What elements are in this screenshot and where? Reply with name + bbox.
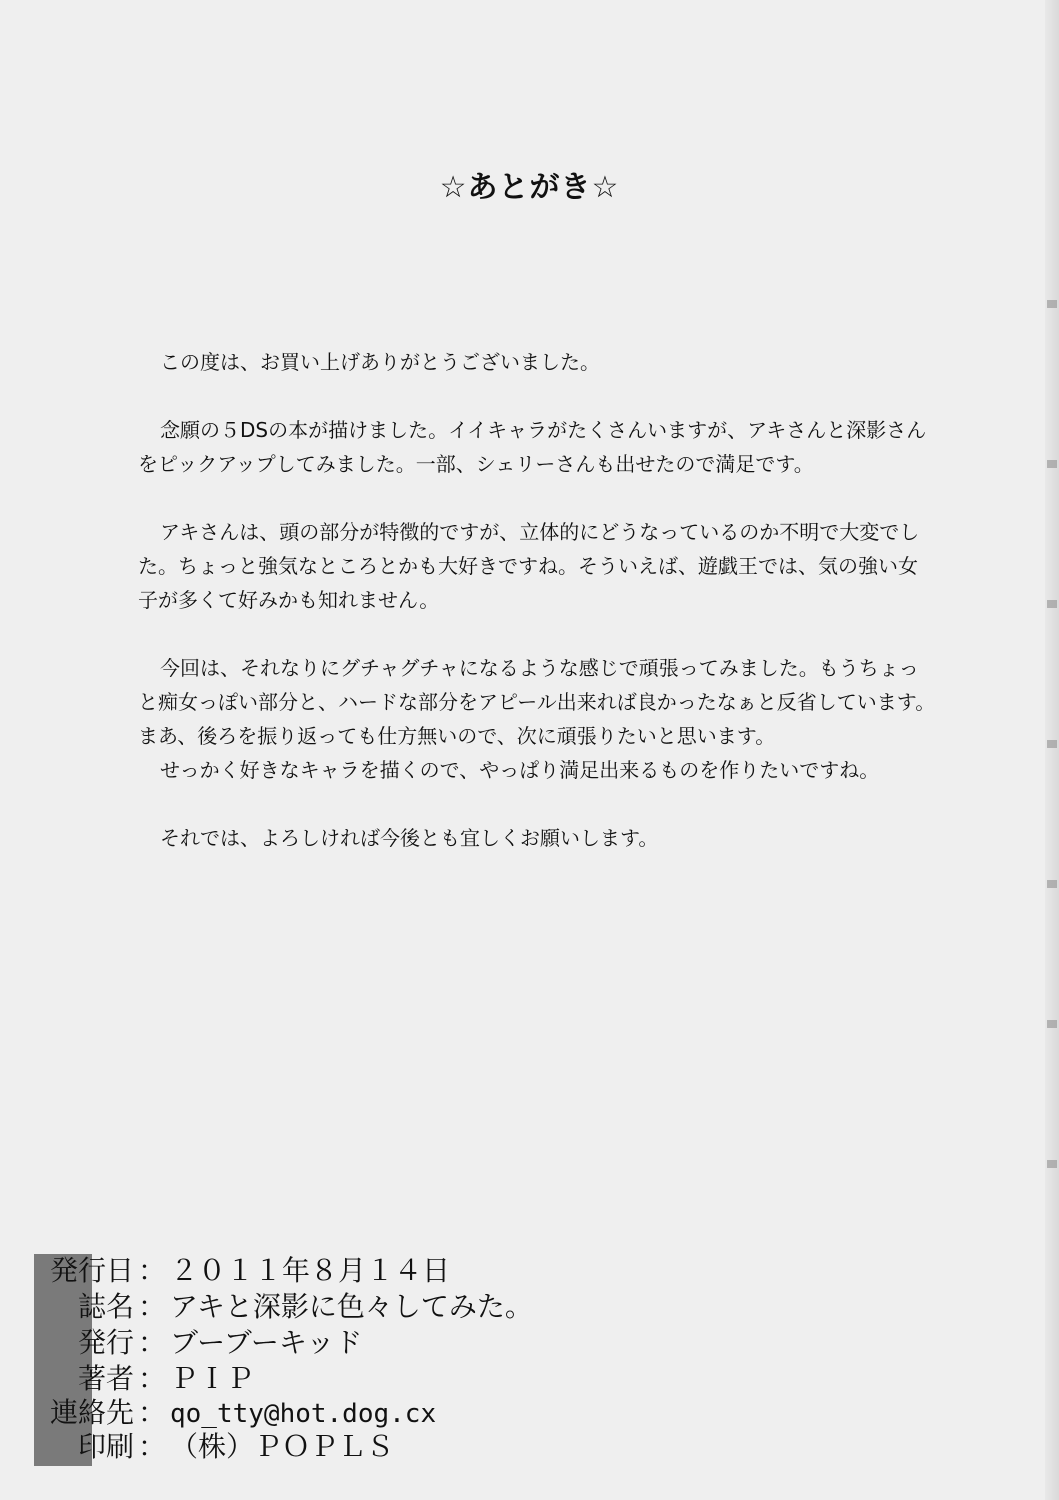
edge-mark xyxy=(1047,600,1057,608)
edge-mark xyxy=(1047,460,1057,468)
edge-mark xyxy=(1047,1160,1057,1168)
colophon-separator: ： xyxy=(137,1326,166,1359)
colophon-row-date xyxy=(34,1254,450,1288)
paragraph xyxy=(138,651,958,787)
text-line: アキさんは、頭の部分が特徴的ですが、立体的にどうなっているのか不明で大変でし xyxy=(160,520,920,544)
colophon-row-printer xyxy=(34,1430,394,1464)
colophon-row-publisher xyxy=(34,1326,362,1360)
afterword-body xyxy=(138,345,958,889)
text-line: をピックアップしてみました。一部、シェリーさんも出せたので満足です。 xyxy=(138,452,814,476)
colophon-value: （株）ＰＯＰＬＳ xyxy=(170,1430,395,1463)
text-line: 子が多くて好みかも知れません。 xyxy=(138,588,440,612)
text-line: それでは、よろしければ今後とも宜しくお願いします。 xyxy=(160,826,659,850)
text-line: と痴女っぽい部分と、ハードな部分をアピール出来れば良かったなぁと反省しています。 xyxy=(138,690,936,714)
colophon-label: 著者 xyxy=(77,1362,134,1395)
edge-mark xyxy=(1047,740,1057,748)
colophon-label: 連絡先 xyxy=(49,1396,134,1429)
colophon-label: 発行日 xyxy=(49,1254,134,1287)
text-line: た。ちょっと強気なところとかも大好きですね。そういえば、遊戯王では、気の強い女 xyxy=(138,554,918,578)
text-line: 念願の５DSの本が描けました。イイキャラがたくさんいますが、アキさんと深影さん xyxy=(160,418,927,442)
colophon-separator: ： xyxy=(137,1362,166,1395)
colophon-row-title xyxy=(34,1290,533,1324)
text-line: この度は、お買い上げありがとうございました。 xyxy=(160,350,600,374)
colophon-label: 誌名 xyxy=(77,1290,134,1323)
colophon-value: アキと深影に色々してみた。 xyxy=(170,1290,533,1323)
page-edge xyxy=(1045,0,1059,1500)
contact-email: qo_tty@hot.dog.cx xyxy=(170,1399,437,1429)
text-line: せっかく好きなキャラを描くので、やっぱり満足出来るものを作りたいですね。 xyxy=(160,758,880,782)
colophon-separator: ： xyxy=(137,1290,166,1323)
colophon-separator: ： xyxy=(137,1396,166,1429)
colophon-label: 印刷 xyxy=(77,1430,134,1463)
edge-mark xyxy=(1047,880,1057,888)
paragraph xyxy=(138,345,958,379)
edge-mark xyxy=(1047,300,1057,308)
colophon-separator: ： xyxy=(137,1254,166,1287)
text-line: まあ、後ろを振り返っても仕方無いので、次に頑張りたいと思います。 xyxy=(138,724,776,748)
colophon-value: ブーブーキッド xyxy=(170,1326,363,1359)
colophon xyxy=(34,1254,634,1466)
colophon-value: ２０１１年８月１４日 xyxy=(170,1254,451,1287)
paragraph xyxy=(138,515,958,617)
text-line: 今回は、それなりにグチャグチャになるような感じで頑張ってみました。もうちょっ xyxy=(160,656,919,680)
page-title: ☆あとがき☆ xyxy=(439,170,620,205)
colophon-row-contact xyxy=(34,1396,436,1430)
colophon-separator: ： xyxy=(137,1430,166,1463)
colophon-row-author xyxy=(34,1362,254,1396)
colophon-label: 発行 xyxy=(77,1326,134,1359)
paragraph xyxy=(138,413,958,481)
edge-mark xyxy=(1047,1020,1057,1028)
colophon-value: ＰＩＰ xyxy=(170,1362,255,1395)
paragraph xyxy=(138,821,958,855)
